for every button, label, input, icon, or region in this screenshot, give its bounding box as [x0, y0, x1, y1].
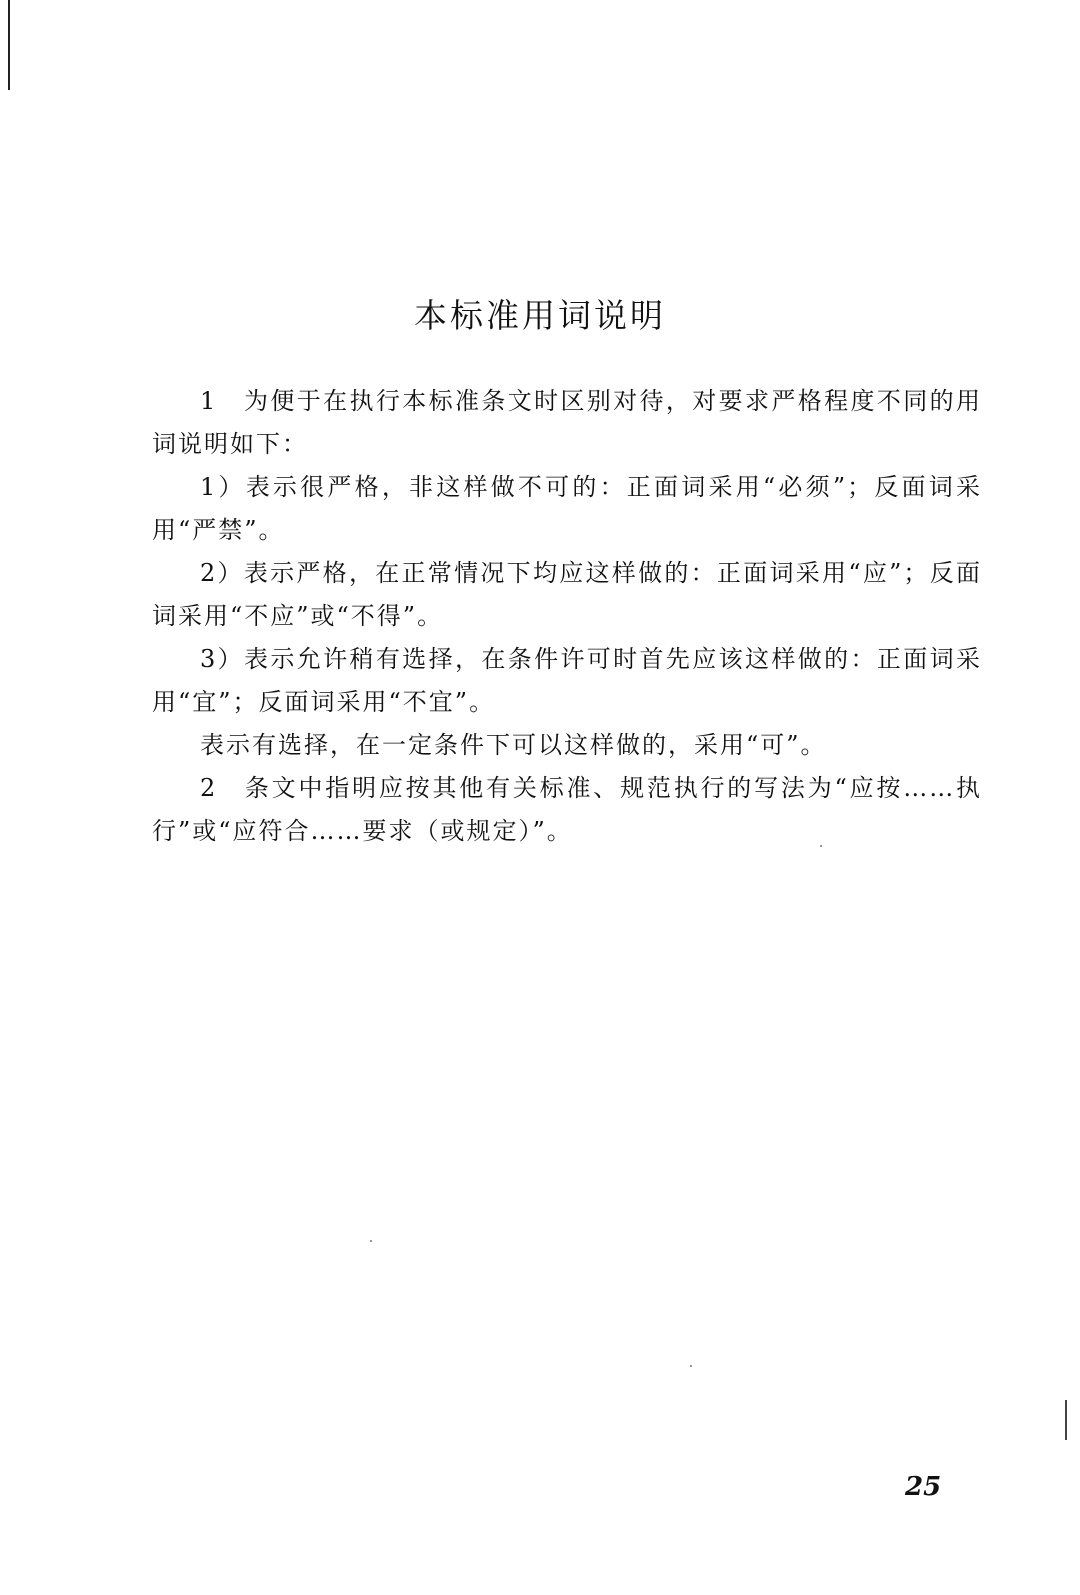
page-title: 本标准用词说明	[414, 296, 666, 336]
paragraph-item-1: 1）表示很严格，非这样做不可的：正面词采用“必须”；反面词采用“严禁”。	[152, 473, 982, 544]
scan-edge-line-left	[8, 0, 10, 90]
scan-speck	[370, 1240, 372, 1242]
scan-edge-line-right	[1065, 1400, 1067, 1440]
paragraph-item-2: 2）表示严格，在正常情况下均应这样做的：正面词采用“应”；反面词采用“不应”或“不得”。	[152, 559, 982, 630]
body-text	[152, 380, 982, 853]
paragraph-2: 2 条文中指明应按其他有关标准、规范执行的写法为“应按……执行”或“应符合……要求（或规定）”。	[152, 774, 982, 845]
scan-speck	[690, 1365, 692, 1367]
paragraph-optional: 表示有选择，在一定条件下可以这样做的，采用“可”。	[200, 731, 827, 759]
paragraph-item-3: 3）表示允许稍有选择，在条件许可时首先应该这样做的：正面词采用“宜”；反面词采用“不宜”。	[152, 645, 982, 716]
page-number: 25	[905, 1472, 942, 1502]
paragraph-1: 1 为便于在执行本标准条文时区别对待，对要求严格程度不同的用词说明如下：	[152, 387, 982, 458]
